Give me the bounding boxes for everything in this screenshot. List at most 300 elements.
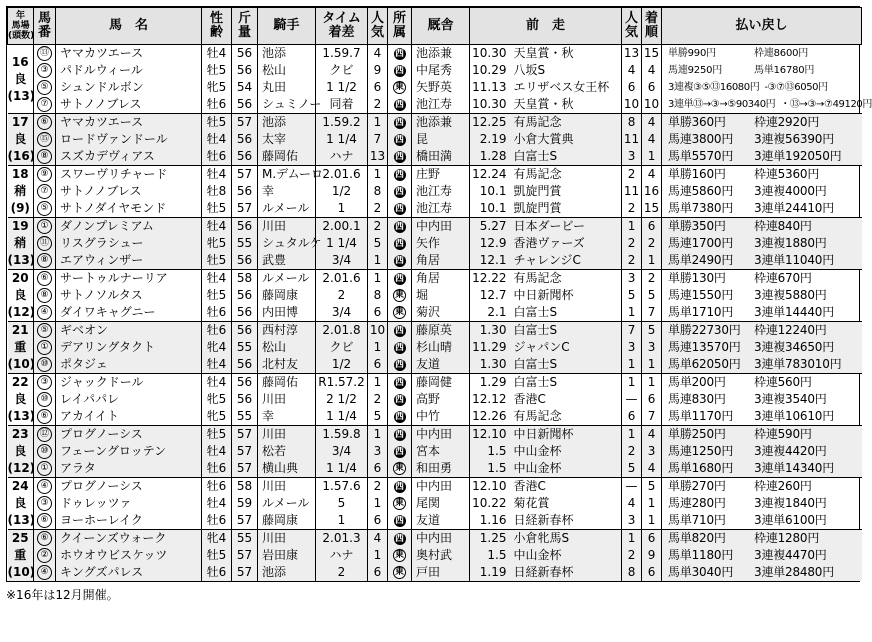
prev-popularity: 5 bbox=[622, 287, 642, 304]
header-weight: 斤 量 bbox=[232, 8, 258, 45]
payout-secondary: 3連単6100円 bbox=[754, 513, 827, 527]
payout-cell bbox=[662, 79, 862, 96]
payout-primary: 単勝270円 bbox=[668, 479, 726, 493]
stable-mark-icon: 西 bbox=[394, 429, 404, 440]
payout-cell bbox=[662, 218, 862, 236]
affiliation bbox=[388, 391, 412, 408]
time-margin: クビ bbox=[316, 339, 368, 356]
payout-primary: 馬連1550円 bbox=[668, 288, 734, 302]
stable-mark-icon: 東 bbox=[394, 498, 404, 508]
prev-race-name: 日本ダービー bbox=[510, 218, 622, 236]
stable-mark-icon: 西 bbox=[394, 481, 404, 492]
payout-primary: 馬単1680円 bbox=[668, 461, 734, 475]
stable-mark-icon: 西 bbox=[394, 117, 404, 128]
year-cell-count: (12) bbox=[7, 461, 36, 475]
payout-cell bbox=[662, 443, 862, 460]
table-row bbox=[8, 512, 862, 530]
header-affiliation: 所 属 bbox=[388, 8, 412, 45]
payout-primary: 馬単820円 bbox=[668, 531, 726, 545]
payout-secondary: 枠連1280円 bbox=[754, 531, 820, 545]
time-margin: 1 1/4 bbox=[316, 131, 368, 148]
prev-popularity: 2 bbox=[622, 166, 642, 184]
payout-secondary: 3連単783010円 bbox=[754, 357, 842, 371]
affiliation bbox=[388, 374, 412, 392]
time-margin: 同着 bbox=[316, 96, 368, 114]
affiliation bbox=[388, 200, 412, 218]
prev-race-name: ジャパンC bbox=[510, 339, 622, 356]
prev-popularity: 4 bbox=[622, 495, 642, 512]
year-cell-count: (13) bbox=[7, 409, 36, 423]
weight: 56 bbox=[232, 322, 258, 340]
prev-race-date: 12.26 bbox=[472, 409, 507, 423]
trainer: 戸田 bbox=[412, 564, 470, 581]
sex-age: 牡6 bbox=[202, 148, 232, 166]
prev-popularity: 11 bbox=[622, 183, 642, 200]
weight: 58 bbox=[232, 270, 258, 288]
popularity: 1 bbox=[368, 547, 388, 564]
prev-finish: 4 bbox=[642, 131, 662, 148]
prev-race-date: 1.30 bbox=[470, 356, 510, 374]
popularity: 6 bbox=[368, 512, 388, 530]
header-trainer: 厩舎 bbox=[412, 8, 470, 45]
horse-number bbox=[34, 356, 56, 374]
table-row bbox=[8, 287, 862, 304]
year-cell bbox=[8, 530, 34, 582]
affiliation bbox=[388, 183, 412, 200]
jockey: 太宰 bbox=[258, 131, 316, 148]
affiliation bbox=[388, 564, 412, 581]
sex-age: 牡4 bbox=[202, 495, 232, 512]
popularity: 6 bbox=[368, 564, 388, 581]
weight: 57 bbox=[232, 443, 258, 460]
prev-race-name: 凱旋門賞 bbox=[510, 183, 622, 200]
stable-mark-icon: 西 bbox=[394, 446, 404, 457]
payout-secondary: 3連単10610円 bbox=[754, 409, 835, 423]
sex-age: 牡5 bbox=[202, 287, 232, 304]
horse-number bbox=[34, 114, 56, 132]
jockey: ルメール bbox=[258, 495, 316, 512]
stable-mark-icon: 西 bbox=[394, 273, 404, 284]
payout-primary: 単勝990円 bbox=[668, 48, 716, 59]
sex-age: 牡4 bbox=[202, 166, 232, 184]
popularity: 3 bbox=[368, 443, 388, 460]
popularity: 1 bbox=[368, 166, 388, 184]
popularity: 1 bbox=[368, 495, 388, 512]
payout-primary: 馬単1170円 bbox=[668, 409, 734, 423]
table-row bbox=[8, 495, 862, 512]
weight: 55 bbox=[232, 235, 258, 252]
sex-age: 牝5 bbox=[202, 79, 232, 96]
prev-race-date: 2.19 bbox=[470, 131, 510, 148]
popularity: 6 bbox=[368, 304, 388, 322]
prev-race-name: 香港C bbox=[510, 478, 622, 496]
payout-primary: 馬単62050円 bbox=[668, 357, 741, 371]
weight: 56 bbox=[232, 96, 258, 114]
prev-race-name: エリザベス女王杯 bbox=[510, 79, 622, 96]
payout-cell bbox=[662, 426, 862, 444]
payout-cell bbox=[662, 270, 862, 288]
horse-number bbox=[34, 96, 56, 114]
horse-number bbox=[34, 218, 56, 236]
prev-race-date: 10.1 bbox=[479, 184, 507, 198]
payout-secondary: 枠連840円 bbox=[754, 219, 812, 233]
circled-number: ③ bbox=[37, 63, 52, 78]
table-row bbox=[8, 530, 862, 548]
prev-race-name: 香港C bbox=[510, 391, 622, 408]
table-row bbox=[8, 270, 862, 288]
popularity: 8 bbox=[368, 287, 388, 304]
time-margin: 1 1/4 bbox=[316, 235, 368, 252]
sex-age: 牡4 bbox=[202, 270, 232, 288]
trainer: 藤岡健 bbox=[412, 374, 470, 392]
horse-name: ヤマカツエース bbox=[56, 45, 202, 63]
trainer: 池江寿 bbox=[412, 96, 470, 114]
horse-number bbox=[34, 391, 56, 408]
prev-popularity: 3 bbox=[622, 270, 642, 288]
stable-mark-icon: 東 bbox=[394, 290, 404, 300]
payout-secondary: 3連複4470円 bbox=[754, 548, 827, 562]
time-margin: 1 1/2 bbox=[316, 79, 368, 96]
prev-race-date: 10.22 bbox=[472, 496, 507, 510]
payout-secondary: 3連複34650円 bbox=[754, 340, 835, 354]
sex-age: 牡4 bbox=[202, 374, 232, 392]
payout-secondary: 枠連2920円 bbox=[754, 115, 820, 129]
trainer: 菊沢 bbox=[412, 304, 470, 322]
prev-popularity: 11 bbox=[622, 131, 642, 148]
jockey: 藤岡康 bbox=[258, 512, 316, 530]
payout-cell bbox=[662, 322, 862, 340]
horse-name: アラタ bbox=[56, 460, 202, 478]
time-margin: 5 bbox=[316, 495, 368, 512]
horse-number bbox=[34, 478, 56, 496]
jockey: 川田 bbox=[258, 391, 316, 408]
popularity: 1 bbox=[368, 252, 388, 270]
jockey: 北村友 bbox=[258, 356, 316, 374]
header-jockey: 騎手 bbox=[258, 8, 316, 45]
weight: 56 bbox=[232, 183, 258, 200]
stable-mark-icon: 東 bbox=[394, 463, 404, 473]
prev-finish: 4 bbox=[642, 62, 662, 79]
horse-name: ヨーホーレイク bbox=[56, 512, 202, 530]
year-cell-track: 良 bbox=[14, 496, 27, 510]
prev-race-name: 有馬記念 bbox=[510, 270, 622, 288]
horse-name: パドルウィール bbox=[56, 62, 202, 79]
affiliation bbox=[388, 252, 412, 270]
weight: 55 bbox=[232, 408, 258, 426]
jockey: シュタルケ bbox=[258, 235, 316, 252]
jockey: 松山 bbox=[258, 62, 316, 79]
time-margin: 1 bbox=[316, 200, 368, 218]
trainer: 池江寿 bbox=[412, 200, 470, 218]
affiliation bbox=[388, 235, 412, 252]
year-cell-track: 稍 bbox=[14, 236, 27, 250]
payout-secondary: ・⑬→③→⑦49120円 bbox=[780, 99, 872, 110]
payout-secondary: 3連複5880円 bbox=[754, 288, 827, 302]
affiliation bbox=[388, 45, 412, 63]
year-cell bbox=[8, 478, 34, 530]
popularity: 6 bbox=[368, 79, 388, 96]
popularity: 5 bbox=[368, 235, 388, 252]
horse-number bbox=[34, 62, 56, 79]
circled-number: ⑩ bbox=[37, 444, 52, 459]
time-margin: 1 1/4 bbox=[316, 408, 368, 426]
circled-number: ⑮ bbox=[37, 132, 52, 147]
prev-popularity: 3 bbox=[622, 148, 642, 166]
weight: 56 bbox=[232, 131, 258, 148]
prev-race-date: 1.5 bbox=[470, 547, 510, 564]
affiliation bbox=[388, 218, 412, 236]
table-row bbox=[8, 564, 862, 581]
jockey: 川田 bbox=[258, 530, 316, 548]
prev-finish: 5 bbox=[642, 478, 662, 496]
race-year-group bbox=[8, 270, 862, 322]
prev-race-date: 1.30 bbox=[470, 322, 510, 340]
affiliation bbox=[388, 547, 412, 564]
prev-finish: 4 bbox=[642, 460, 662, 478]
table-row bbox=[8, 426, 862, 444]
circled-number: ⑥ bbox=[37, 409, 52, 424]
trainer: 中内田 bbox=[412, 478, 470, 496]
prev-race-date: 12.25 bbox=[470, 114, 510, 132]
header-payout: 払い戻し bbox=[662, 8, 862, 45]
horse-number bbox=[34, 547, 56, 564]
circled-number: ⑦ bbox=[37, 184, 52, 199]
payout-cell bbox=[662, 62, 862, 79]
circled-number: ⑪ bbox=[37, 236, 52, 251]
year-cell-track: 重 bbox=[14, 340, 27, 354]
year-cell-year: 25 bbox=[11, 531, 29, 545]
horse-name: サトノダイヤモンド bbox=[56, 200, 202, 218]
payout-cell bbox=[662, 374, 862, 392]
sex-age: 牡5 bbox=[202, 200, 232, 218]
payout-cell bbox=[662, 287, 862, 304]
horse-name: ダノンプレミアム bbox=[56, 218, 202, 236]
jockey: 池添 bbox=[258, 114, 316, 132]
circled-number: ⑤ bbox=[37, 323, 52, 338]
stable-mark-icon: 西 bbox=[394, 169, 404, 180]
trainer: 高野 bbox=[412, 391, 470, 408]
prev-popularity: 3 bbox=[622, 512, 642, 530]
time-margin: 3/4 bbox=[316, 304, 368, 322]
prev-race-date: 10.1 bbox=[479, 201, 507, 215]
prev-race-date: 5.27 bbox=[470, 218, 510, 236]
affiliation bbox=[388, 96, 412, 114]
prev-race-date: 1.29 bbox=[479, 375, 507, 389]
prev-popularity: 8 bbox=[622, 564, 642, 581]
payout-primary: 馬単5570円 bbox=[668, 149, 734, 163]
race-year-group bbox=[8, 218, 862, 270]
jockey: 川田 bbox=[258, 218, 316, 236]
affiliation bbox=[388, 495, 412, 512]
payout-cell bbox=[662, 235, 862, 252]
prev-race-date: 12.24 bbox=[472, 167, 507, 181]
popularity: 2 bbox=[368, 200, 388, 218]
horse-name: サートゥルナーリア bbox=[56, 270, 202, 288]
prev-race-name: 日経新春杯 bbox=[510, 564, 622, 581]
prev-race-date: 12.1 bbox=[470, 252, 510, 270]
circled-number: ⑤ bbox=[37, 201, 52, 216]
table-row bbox=[8, 478, 862, 496]
results-table-wrapper bbox=[6, 6, 872, 603]
horse-name: エアウィンザー bbox=[56, 252, 202, 270]
header-year: 年 馬場 (頭数) bbox=[8, 8, 34, 45]
horse-name: クイーンズウォーク bbox=[56, 530, 202, 548]
stable-mark-icon: 西 bbox=[394, 411, 404, 422]
race-year-group bbox=[8, 166, 862, 218]
affiliation bbox=[388, 114, 412, 132]
payout-cell bbox=[662, 495, 862, 512]
prev-race-date: 11.29 bbox=[470, 339, 510, 356]
circled-number: ⑫ bbox=[37, 427, 52, 442]
payout-secondary: 枠連260円 bbox=[754, 479, 812, 493]
payout-cell bbox=[662, 304, 862, 322]
time-margin: ハナ bbox=[316, 547, 368, 564]
circled-number: ⑬ bbox=[37, 46, 52, 61]
payout-cell bbox=[662, 114, 862, 132]
year-cell-year: 22 bbox=[11, 375, 29, 389]
circled-number: ① bbox=[37, 219, 52, 234]
year-cell-count: (10) bbox=[7, 565, 36, 579]
payout-cell bbox=[662, 252, 862, 270]
prev-race-date: 12.9 bbox=[470, 235, 510, 252]
jockey: 池添 bbox=[258, 45, 316, 63]
jockey: 川田 bbox=[258, 426, 316, 444]
race-year-group bbox=[8, 114, 862, 166]
stable-mark-icon: 西 bbox=[394, 48, 404, 59]
affiliation bbox=[388, 148, 412, 166]
payout-cell bbox=[662, 45, 862, 63]
prev-popularity: 2 bbox=[622, 235, 642, 252]
horse-name: サトノノブレス bbox=[56, 183, 202, 200]
weight: 57 bbox=[232, 564, 258, 581]
payout-primary: 3連複③⑤⑬16080円 bbox=[668, 82, 760, 93]
horse-name: ロードヴァンドール bbox=[56, 131, 202, 148]
popularity: 9 bbox=[368, 62, 388, 79]
prev-popularity: 3 bbox=[622, 339, 642, 356]
jockey: 岩田康 bbox=[258, 547, 316, 564]
popularity: 1 bbox=[368, 426, 388, 444]
payout-secondary: 3連複1840円 bbox=[754, 496, 827, 510]
table-row bbox=[8, 408, 862, 426]
weight: 54 bbox=[232, 79, 258, 96]
horse-name: リスグラシュー bbox=[56, 235, 202, 252]
horse-number bbox=[34, 270, 56, 288]
circled-number: ⑨ bbox=[37, 167, 52, 182]
popularity: 7 bbox=[368, 131, 388, 148]
affiliation bbox=[388, 530, 412, 548]
time-margin: 3/4 bbox=[316, 443, 368, 460]
prev-race-name: 有馬記念 bbox=[510, 114, 622, 132]
payout-secondary: 3連単24410円 bbox=[754, 201, 835, 215]
payout-primary: 馬単1180円 bbox=[668, 548, 734, 562]
jockey: 武豊 bbox=[258, 252, 316, 270]
prev-race-name: 中山金杯 bbox=[510, 460, 622, 478]
prev-popularity: 2 bbox=[622, 200, 642, 218]
sex-age: 牡5 bbox=[202, 426, 232, 444]
table-row bbox=[8, 148, 862, 166]
header-horse-name: 馬 名 bbox=[56, 8, 202, 45]
sex-age: 牡5 bbox=[202, 114, 232, 132]
stable-mark-icon: 西 bbox=[394, 533, 404, 544]
popularity: 5 bbox=[368, 408, 388, 426]
prev-popularity: 1 bbox=[622, 304, 642, 322]
prev-finish: 15 bbox=[642, 45, 662, 63]
payout-primary: 馬連3800円 bbox=[668, 132, 734, 146]
table-row bbox=[8, 547, 862, 564]
horse-number bbox=[34, 530, 56, 548]
jockey: 藤岡康 bbox=[258, 287, 316, 304]
time-margin: 2.00.1 bbox=[316, 218, 368, 236]
payout-primary: 馬連830円 bbox=[668, 392, 726, 406]
trainer: 杉山晴 bbox=[412, 339, 470, 356]
trainer: 池添兼 bbox=[412, 45, 470, 63]
circled-number: ④ bbox=[37, 479, 52, 494]
trainer: 中尾秀 bbox=[412, 62, 470, 79]
horse-number bbox=[34, 564, 56, 581]
payout-primary: 単勝130円 bbox=[668, 271, 726, 285]
horse-number bbox=[34, 460, 56, 478]
horse-number bbox=[34, 200, 56, 218]
prev-race-name: 香港ヴァーズ bbox=[510, 235, 622, 252]
prev-finish: 5 bbox=[642, 322, 662, 340]
prev-race-date: 1.19 bbox=[470, 564, 510, 581]
prev-popularity: 1 bbox=[622, 218, 642, 236]
prev-popularity: 13 bbox=[622, 45, 642, 63]
sex-age: 牡6 bbox=[202, 304, 232, 322]
horse-number bbox=[34, 183, 56, 200]
prev-popularity: 2 bbox=[622, 252, 642, 270]
weight: 56 bbox=[232, 391, 258, 408]
payout-secondary: 3連単14340円 bbox=[754, 461, 835, 475]
sex-age: 牝5 bbox=[202, 408, 232, 426]
payout-secondary: 枠連590円 bbox=[754, 427, 812, 441]
time-margin: 2.01.8 bbox=[316, 322, 368, 340]
payout-primary: 単勝160円 bbox=[668, 167, 726, 181]
table-row bbox=[8, 183, 862, 200]
affiliation bbox=[388, 408, 412, 426]
stable-mark-icon: 西 bbox=[394, 359, 404, 370]
payout-secondary: 3連複1880円 bbox=[754, 236, 827, 250]
prev-finish: 6 bbox=[642, 564, 662, 581]
prev-popularity: 5 bbox=[622, 460, 642, 478]
prev-race-name: 八坂S bbox=[510, 62, 622, 79]
horse-name: プログノーシス bbox=[56, 478, 202, 496]
prev-popularity: 2 bbox=[622, 547, 642, 564]
sex-age: 牡4 bbox=[202, 218, 232, 236]
prev-finish: 1 bbox=[642, 148, 662, 166]
circled-number: ⑤ bbox=[37, 80, 52, 95]
horse-number bbox=[34, 166, 56, 184]
sex-age: 牝4 bbox=[202, 530, 232, 548]
popularity: 2 bbox=[368, 96, 388, 114]
prev-popularity: — bbox=[622, 478, 642, 496]
payout-primary: 馬単1710円 bbox=[668, 305, 734, 319]
circled-number: ⑥ bbox=[37, 531, 52, 546]
race-year-group bbox=[7, 45, 872, 114]
horse-name: レイパパレ bbox=[56, 391, 202, 408]
horse-number bbox=[34, 148, 56, 166]
payout-cell bbox=[662, 391, 862, 408]
sex-age: 牡4 bbox=[202, 356, 232, 374]
year-cell-count: (13) bbox=[7, 253, 36, 267]
prev-race-date: 11.13 bbox=[472, 80, 507, 94]
prev-race-date: 12.10 bbox=[470, 426, 510, 444]
prev-popularity: 4 bbox=[622, 62, 642, 79]
prev-finish: 5 bbox=[642, 287, 662, 304]
prev-finish: 4 bbox=[642, 114, 662, 132]
prev-finish: 1 bbox=[642, 495, 662, 512]
horse-name: ヤマカツエース bbox=[56, 114, 202, 132]
